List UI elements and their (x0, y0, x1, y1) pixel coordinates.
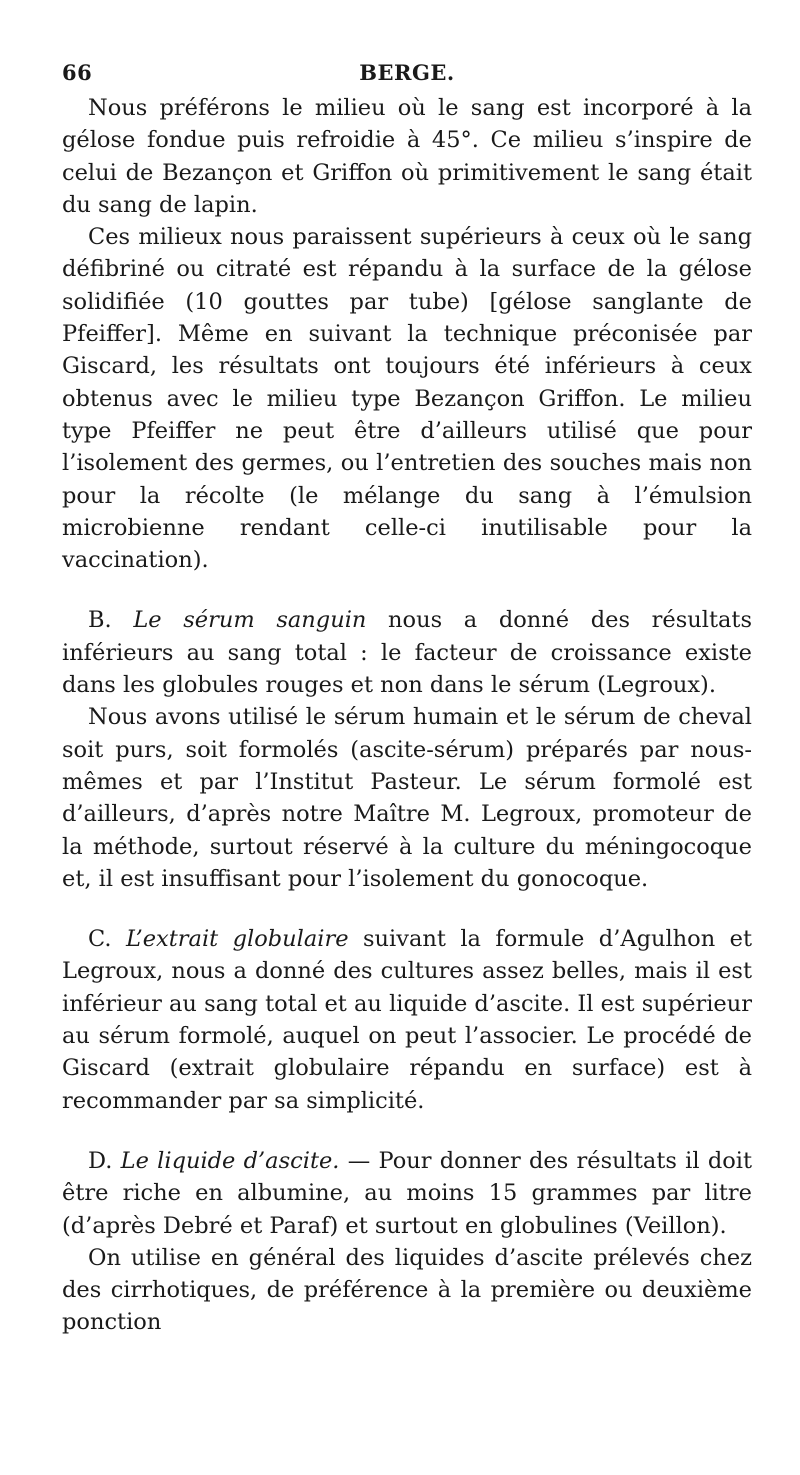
section-gap (62, 895, 752, 923)
section-title-b: Le sérum sanguin (133, 607, 367, 634)
book-page (62, 58, 752, 1339)
section-title-d: Le liquide d’ascite. (120, 1147, 340, 1174)
section-gap (62, 1117, 752, 1145)
paragraph-b1-text: nous a donné des résultats inférieurs au sang total : le facteur de croissance existe dans les globules rouges et non dans le sérum (Legroux). (62, 607, 752, 699)
page-header (62, 58, 752, 92)
paragraph-a2: Ces milieux nous paraissent supérieurs à ceux où le sang défibriné ou citraté est répandu à la surface de la gélose solidifiée (10 gouttes par tube) [gélose sanglante de Pfeiffer]. Même en suivant la technique préconisée par Giscard, les résultats ont toujours été inférieurs à ceux obtenus avec le milieu type Bezançon Griffon. Le milieu type Pfeiffer ne peut être d’ailleurs utilisé que pour l’isolement des germes, ou l’entretien des souches mais non pour la récolte (le mélange du sang à l’émulsion microbienne rendant celle-ci inutilisable pour la vaccination). (62, 224, 752, 574)
paragraph-d1-text: — Pour donner des résultats il doit être riche en albumine, au moins 15 grammes par litre (d’après Debré et Paraf) et surtout en globulines (Veillon). (62, 1147, 753, 1239)
page-number: 66 (62, 60, 93, 85)
paragraph-a1: Nous préférons le milieu où le sang est incorporé à la gélose fondue puis refroidie à 45°. Ce milieu s’inspire de celui de Bezançon et Griffon où primitivement le sang était du sang de lapin. (62, 95, 752, 218)
section-marker-c: C. (88, 926, 112, 953)
paragraph-c1 (62, 923, 752, 1117)
paragraph-c1-text: suivant la formule d’Agulhon et Legroux, nous a donné des cultures assez belles, mais il est inférieur au sang total et au liquide d’ascite. Il est supérieur au sérum formolé, auquel on peut l’associer. Le procédé de Giscard (extrait globulaire répandu en surface) est à recommander par sa simplicité. (62, 926, 753, 1114)
section-gap (62, 576, 752, 604)
paragraph-b2: Nous avons utilisé le sérum humain et le sérum de cheval soit purs, soit formolés (ascite-sérum) préparés par nous-mêmes et par l’Institut Pasteur. Le sérum formolé est d’ailleurs, d’après notre Maître M. Legroux, promoteur de la méthode, surtout réservé à la culture du méningocoque et, il est insuffisant pour l’isolement du gonocoque. (62, 704, 752, 892)
section-title-c: L’extrait globulaire (126, 926, 349, 953)
running-title: BERGE. (359, 60, 455, 85)
section-marker-b: B. (88, 607, 112, 634)
paragraph-d1 (62, 1145, 752, 1242)
paragraph-d2: On utilise en général des liquides d’ascite prélevés chez des cirrhotiques, de préférence à la première ou deuxième ponction (62, 1244, 752, 1336)
section-marker-d: D. (88, 1147, 113, 1174)
paragraph-b1 (62, 604, 752, 701)
